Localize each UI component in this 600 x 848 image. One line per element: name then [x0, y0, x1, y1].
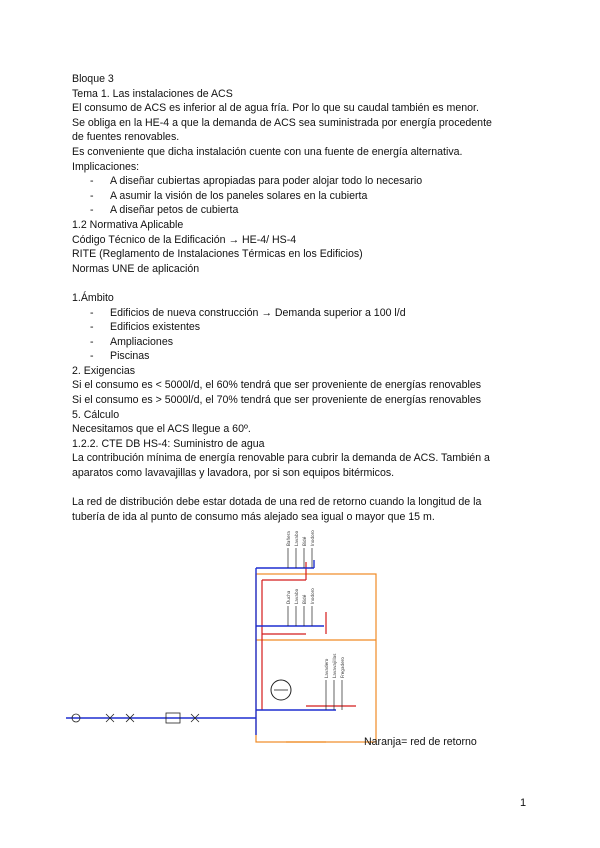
exigencias-line: Necesitamos que el ACS llegue a 60º. [72, 423, 251, 436]
normativa-line: RITE (Reglamento de Instalaciones Térmicas en los Edificios) [72, 248, 363, 261]
return-network [256, 574, 376, 742]
list-item: - Ampliaciones [72, 335, 532, 350]
water-heater [271, 680, 291, 700]
fixture-label: Bañera [286, 531, 291, 546]
fixture-label: Lavabo [294, 588, 299, 604]
list-item: - A diseñar cubiertas apropiadas para poder alojar todo lo necesario [72, 174, 532, 189]
intro-line: Se obliga en la HE-4 a que la demanda de ACS sea suministrada por energía procedente [72, 116, 492, 129]
fixture-label: Lavabo [294, 530, 299, 546]
list-item: - Edificios de nueva construcción → Demanda superior a 100 l/d [72, 306, 532, 321]
exigencias-line: 2. Exigencias [72, 364, 136, 377]
list-item: - A asumir la visión de los paneles solares en la cubierta [72, 189, 532, 204]
ambito-list [72, 306, 532, 364]
retorno-line: La red de distribución debe estar dotada de una red de retorno cuando la longitud de la [72, 496, 482, 509]
fixture-label: Lavavajillas [332, 653, 337, 678]
normativa-line: 1.2 Normativa Aplicable [72, 218, 184, 231]
fixture-label: Bidé [302, 594, 307, 604]
supply-network [66, 560, 336, 735]
list-item: - A diseñar petos de cubierta [72, 203, 532, 218]
plumbing-diagram [66, 530, 506, 760]
exigencias-line: aparatos como lavavajillas y lavadora, por si son equipos bitérmicos. [72, 467, 395, 480]
spacer [72, 276, 532, 291]
intro-line: Es conveniente que dicha instalación cuente con una fuente de energía alternativa. [72, 145, 463, 158]
fixture-label: Lavadero [324, 658, 329, 678]
exigencias-line: Si el consumo es < 5000l/d, el 60% tendrá que ser proveniente de energías renovables [72, 379, 482, 392]
exigencias-line: 5. Cálculo [72, 408, 120, 421]
document-body [72, 72, 532, 524]
fixture-label: Inodoro [310, 588, 315, 604]
list-item: - Piscinas [72, 349, 532, 364]
fixture-label: Fregadero [340, 657, 345, 678]
implications-list [72, 174, 532, 218]
return-loop [256, 574, 376, 742]
fixture-label: Ducha [286, 590, 291, 604]
intro-line: Implicaciones: [72, 160, 140, 173]
list-item: - Edificios existentes [72, 320, 532, 335]
doc-heading: Bloque 3 [72, 73, 114, 85]
topic-title: Tema 1. Las instalaciones de ACS [72, 87, 233, 100]
fixture-valves-top [288, 548, 312, 568]
diagram-caption: Naranja= red de retorno [364, 736, 477, 748]
intro-line: El consumo de ACS es inferior al de agua fría. Por lo que su caudal también es menor. [72, 102, 479, 115]
normativa-line: Código Técnico de la Edificación → HE-4/ HS-4 [72, 233, 297, 246]
intro-line: de fuentes renovables. [72, 131, 180, 144]
fixture-label: Bidé [302, 536, 307, 546]
exigencias-line: La contribución mínima de energía renovable para cubrir la demanda de ACS. También a [72, 452, 490, 465]
page-number: 1 [520, 797, 527, 809]
normativa-line: Normas UNE de aplicación [72, 262, 200, 275]
exigencias-line: 1.2.2. CTE DB HS-4: Suministro de agua [72, 437, 265, 450]
fixture-valves-mid [288, 606, 312, 626]
fixture-label: Inodoro [310, 530, 315, 546]
retorno-line: tubería de ida al punto de consumo más alejado sea igual o mayor que 15 m. [72, 510, 435, 523]
ambito-title: 1.Ámbito [72, 291, 114, 304]
spacer [72, 481, 532, 496]
exigencias-line: Si el consumo es > 5000l/d, el 70% tendrá que ser proveniente de energías renovables [72, 394, 482, 407]
